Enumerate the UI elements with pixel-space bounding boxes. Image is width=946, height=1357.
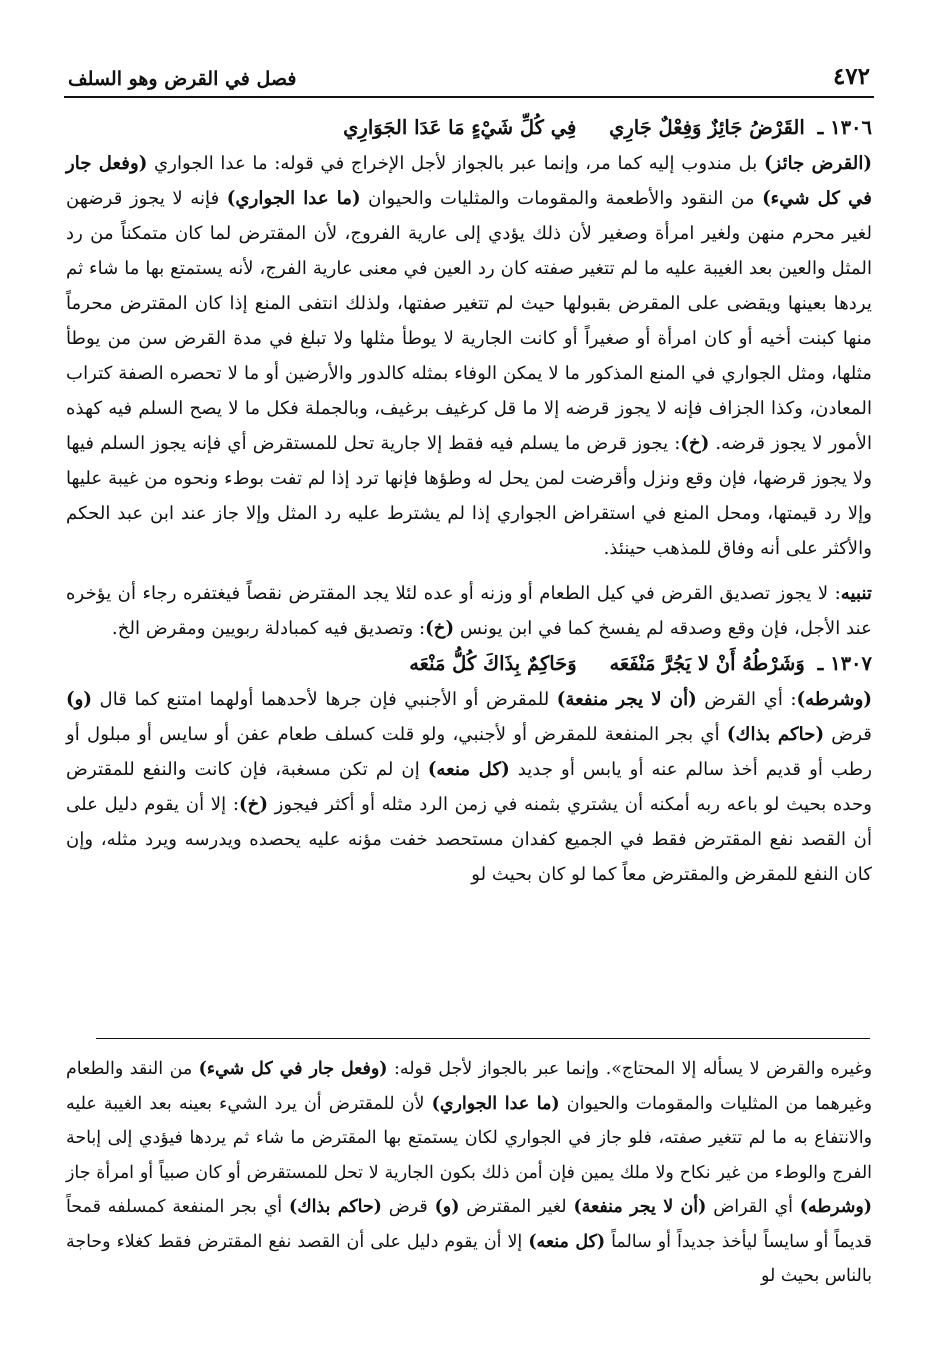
verse-number: ١٣٠٦ ـ — [817, 116, 872, 139]
page-number: ٤٧٢ — [832, 63, 870, 90]
header-rule — [64, 96, 874, 98]
commentary-text: إن لم تكن مسغبة، فإن كانت والنفع للمقترض وحده بحيث لو باعه ربه أمكنه أن يشتري بثمنه في زمن الرد مثله أو أكثر فيجوز — [66, 759, 872, 815]
footnote-segment: أي القراض — [706, 1197, 800, 1217]
footnote-segment: إلا أن يقوم دليل على أن القصد نفع المقترض فقط كغلاء وحاجة بالناس بحيث لو — [66, 1231, 872, 1286]
footnote-segment: قرض — [381, 1197, 435, 1217]
quoted-term: (ما عدا الجواري) — [226, 188, 361, 209]
commentary-paragraph — [66, 682, 872, 892]
notice-label: تنبيه — [840, 583, 872, 604]
quoted-term: (ما عدا الجواري) — [431, 1093, 560, 1114]
verse-number: ١٣٠٧ ـ — [817, 652, 872, 675]
source-abbrev: (خ) — [238, 794, 268, 815]
commentary-text: من النقود والأطعمة والمقومات والمثليات والحيوان — [360, 188, 763, 209]
chapter-title: فصل في القرض وهو السلف — [68, 68, 297, 90]
commentary-text: فإنه لا يجوز قرضهن لغير محرم منهن ولغير امرأة وصغير لأن ذلك يؤدي إلى عارية الفروج، لأن المقترض لما كان متمكناً من رد المثل والعين بعد الغيبة عليه ما لم تتغير صفته كان رد العين في معنى عارية الفرج، لأنه يستمتع بها ما شاء ثم يردها بعينها ويقضى على المقرض بقبولها حيث لم تتغير صفتها، ولذلك انتفى المنع إذا كان المقترض محرماً منها كبنت أخيه أو كان امرأة أو صغيراً أو كانت الجارية لا يوطأ مثلها ولا تبلغ في مدة القرض سن من يوطأ مثلها، ومثل الجواري في المنع المذكور ما لا يمكن الوفاء بمثله كالدور والأرضين أو ما لا تحصره الصفة كتراب المعادن، وكذا الجزاف فإنه لا يجوز قرضه إلا ما قل كرغيف برغيف، وبالجملة فكل ما لا يصح السلم فيه كهذه الأمور لا يجوز قرضه. — [66, 188, 872, 454]
quoted-term: (و) — [434, 1197, 460, 1217]
quoted-term: (وفعل جار في كل شيء) — [66, 153, 872, 209]
verse-1306 — [66, 110, 872, 146]
commentary-text: : إلا أن يقوم دليل على أن القصد نفع المقترض فقط في الجميع كفدان مستحصد خفت مؤنه عليه يحصده ويدرسه ويرد مثله، وإن كان النفع للمقرض والمقترض معاً كما لو كان بحيث لو — [66, 794, 872, 885]
quoted-term: (حاكم بذاك) — [726, 724, 825, 745]
source-abbrev: (خ) — [425, 618, 455, 639]
quoted-term: (وشرطه) — [799, 1197, 872, 1217]
quoted-term: (أن لا يجر منفعة) — [556, 689, 697, 710]
running-header — [68, 56, 870, 90]
quoted-term: (أن لا يجر منفعة) — [573, 1197, 707, 1217]
quoted-term: (وفعل جار في كل شيء) — [198, 1059, 388, 1079]
quoted-term: (وشرطه) — [796, 689, 873, 710]
source-abbrev: (خ) — [680, 433, 710, 454]
footnote-rule — [96, 1038, 870, 1039]
main-text — [66, 110, 872, 892]
quoted-term: (القرض جائز) — [763, 153, 873, 174]
notice-text: : وتصديق فيه كمبادلة ربويين ومقرض الخ. — [111, 618, 426, 639]
footnote-segment: أي بجر المنفعة كمسلفه قمحاً قديماً أو سايساً ليأخذ جديداً أو سالماً — [66, 1197, 872, 1252]
commentary-text: قرض — [824, 724, 872, 745]
verse-1307 — [66, 646, 872, 682]
commentary-text: بل مندوب إليه كما مر، وإنما عبر بالجواز لأجل الإخراج في قوله: ما عدا الجواري — [147, 153, 764, 174]
commentary-text: : أي القرض — [696, 689, 797, 710]
quoted-term: (كل منعه) — [528, 1231, 606, 1252]
quoted-term: (و) — [66, 689, 92, 710]
footnote-segment: لغير المقترض — [459, 1197, 574, 1217]
footnote-segment: وغيره والقرض لا يسأله إلا المحتاج». وإنما عبر بالجواز لأجل قوله: — [387, 1059, 872, 1079]
commentary-text: أي بجر المنفعة للمقرض أو لأجنبي، ولو قلت كسلف طعام عفن أو سايس أو مبلول أو رطب أو قديم أخذ سالم عنه أو يابس أو جديد — [66, 724, 872, 780]
commentary-text: للمقرض أو الأجنبي فإن جرها لأحدهما أولهما امتنع كما قال — [92, 689, 557, 710]
verse-second-hemistich: وَحَاكِمٌ بِذَاكَ كُلُّ مَنْعَه — [409, 652, 577, 675]
verse-second-hemistich: فِي كُلِّ شَيْءٍ مَا عَدَا الجَوَارِي — [343, 116, 577, 139]
quoted-term: (كل منعه) — [427, 759, 510, 780]
notice-paragraph — [66, 576, 872, 646]
verse-first-hemistich: القَرْضُ جَائِزٌ وَفِعْلٌ جَارِي — [609, 116, 805, 139]
spacer — [66, 566, 872, 576]
verse-first-hemistich: وَشَرْطُهُ أَنْ لا يَجُرَّ مَنْفَعَه — [609, 652, 805, 675]
commentary-paragraph — [66, 146, 872, 566]
notice-text: : لا يجوز تصديق القرض في كيل الطعام أو وزنه أو عده لئلا يجد المقترض نقصاً فيغتفره رجاء أن يؤخره عند الأجل، فإن وقع وصدقه لم يفسخ كما في ابن يونس — [66, 583, 872, 639]
quoted-term: (حاكم بذاك) — [289, 1197, 382, 1217]
footnote-segment: من النقد والطعام وغيرهما من المثليات والمقومات والحيوان — [66, 1059, 872, 1114]
footnote-segment: لأن للمقترض أن يرد الشيء بعينه بعد الغيبة عليه والانتفاع به ما لم تتغير صفته، فلو جاز في الجواري لكان يستمتع بها المقترض ما شاء ثم يردها فيؤدي إلى إباحة الفرج والوطء من غير نكاح ولا ملك يمين فإن أمن ذلك بكون الجارية لا تحل للمستقرض أو كان صبياً أو امرأة جاز — [66, 1093, 872, 1183]
commentary-text: : يجوز قرض ما يسلم فيه فقط إلا جارية تحل للمستقرض أي فإنه يجوز السلم فيها ولا يجوز قرضها، فإن وقع ونزل وأقرضت لمن يحل له وطؤها فإنها ترد إذا لم تفت بوطء ونحوه من غيبة عليها وإلا رد قيمتها، ومحل المنع في استقراض الجواري إذا لم يشترط عليه رد المثل وإلا جاز عند ابن عبد الحكم والأكثر على أنه وفاق للمذهب حينئذ. — [66, 433, 872, 559]
footnote-text — [66, 1052, 872, 1294]
